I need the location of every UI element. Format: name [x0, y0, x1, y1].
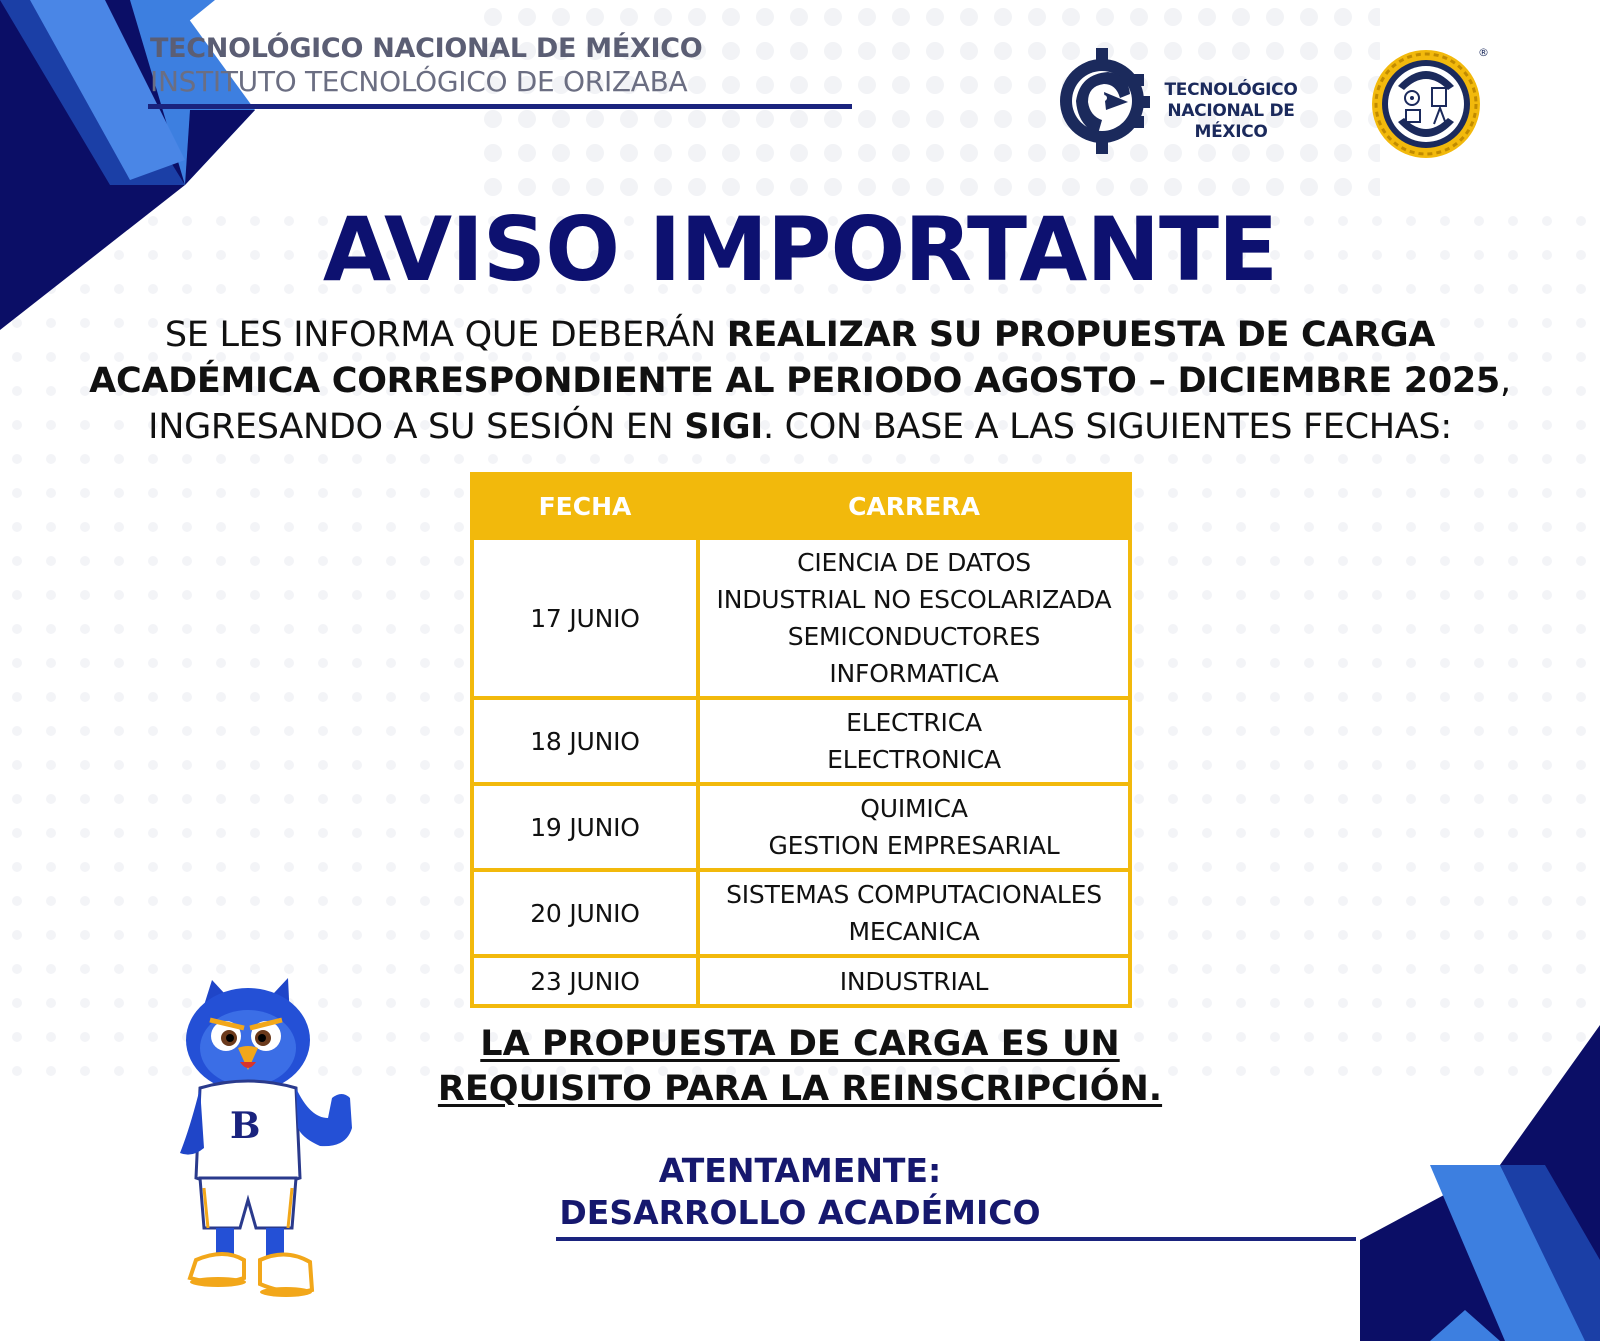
carrera-item: CIENCIA DE DATOS	[797, 548, 1031, 577]
owl-mascot-icon	[160, 978, 380, 1318]
tecnm-logo-line2: NACIONAL DE MÉXICO	[1167, 101, 1295, 142]
table-row	[472, 538, 1130, 698]
carrera-item: ELECTRICA	[846, 708, 982, 737]
carrera-item: SISTEMAS COMPUTACIONALES	[726, 880, 1102, 909]
closing-line1: ATENTAMENTE:	[658, 1151, 942, 1190]
table-row	[472, 784, 1130, 870]
table-row	[472, 698, 1130, 784]
carrera-cell	[698, 956, 1130, 1006]
fecha-cell: 23 JUNIO	[472, 956, 698, 1006]
tecnm-logo-line1: TECNOLÓGICO	[1164, 80, 1298, 100]
table-row	[472, 956, 1130, 1006]
carrera-item: GESTION EMPRESARIAL	[768, 831, 1060, 860]
top-left-accent	[185, 110, 255, 185]
closing-line2: DESARROLLO ACADÉMICO	[559, 1193, 1041, 1232]
tecnm-logo-text	[1142, 80, 1320, 143]
table-header-row	[472, 474, 1130, 538]
intro-bold-1: REALIZAR SU PROPUESTA DE CARGA ACADÉMICA CORRESPONDIENTE AL PERIODO AGOSTO – DICIEMBRE 2025	[89, 315, 1500, 401]
carrera-cell	[698, 870, 1130, 956]
table-row	[472, 870, 1130, 956]
carrera-cell	[698, 698, 1130, 784]
requirement-line1: LA PROPUESTA DE CARGA ES UN	[480, 1024, 1120, 1064]
intro-text-2: , INGRESANDO A SU SESIÓN EN	[148, 361, 1511, 447]
intro-paragraph	[60, 312, 1540, 450]
header-campus-name: INSTITUTO TECNOLÓGICO DE ORIZABA	[150, 65, 688, 98]
carrera-item: INDUSTRIAL	[839, 966, 989, 996]
mascot-shirt-letter: B	[230, 1105, 261, 1147]
carrera-item: MECANICA	[848, 917, 980, 946]
carrera-cell	[698, 784, 1130, 870]
column-header-carrera: CARRERA	[698, 474, 1130, 538]
carrera-item: INFORMATICA	[829, 659, 999, 688]
fecha-cell: 20 JUNIO	[472, 870, 698, 956]
schedule-table	[470, 472, 1132, 1008]
carrera-item: ELECTRONICA	[827, 745, 1001, 774]
carrera-cell	[698, 538, 1130, 698]
column-header-fecha: FECHA	[472, 474, 698, 538]
intro-text-3: . CON BASE A LAS SIGUIENTES FECHAS:	[763, 407, 1452, 447]
fecha-cell: 18 JUNIO	[472, 698, 698, 784]
intro-text-1: SE LES INFORMA QUE DEBERÁN	[164, 315, 727, 355]
fecha-cell: 19 JUNIO	[472, 784, 698, 870]
ito-seal-registered-mark: ®	[1478, 46, 1489, 59]
intro-bold-sigi: SIGI	[684, 407, 764, 447]
header-underline	[148, 104, 852, 109]
page-title: AVISO IMPORTANTE	[322, 198, 1278, 301]
closing-underline	[556, 1237, 1356, 1241]
carrera-item: QUIMICA	[860, 794, 968, 823]
requirement-line2: REQUISITO PARA LA REINSCRIPCIÓN.	[437, 1069, 1163, 1109]
header-institution-name: TECNOLÓGICO NACIONAL DE MÉXICO	[150, 33, 703, 64]
carrera-item: SEMICONDUCTORES	[787, 622, 1041, 651]
ito-seal-logo-icon	[1368, 46, 1488, 160]
fecha-cell: 17 JUNIO	[472, 538, 698, 698]
carrera-item: INDUSTRIAL NO ESCOLARIZADA	[716, 585, 1112, 614]
